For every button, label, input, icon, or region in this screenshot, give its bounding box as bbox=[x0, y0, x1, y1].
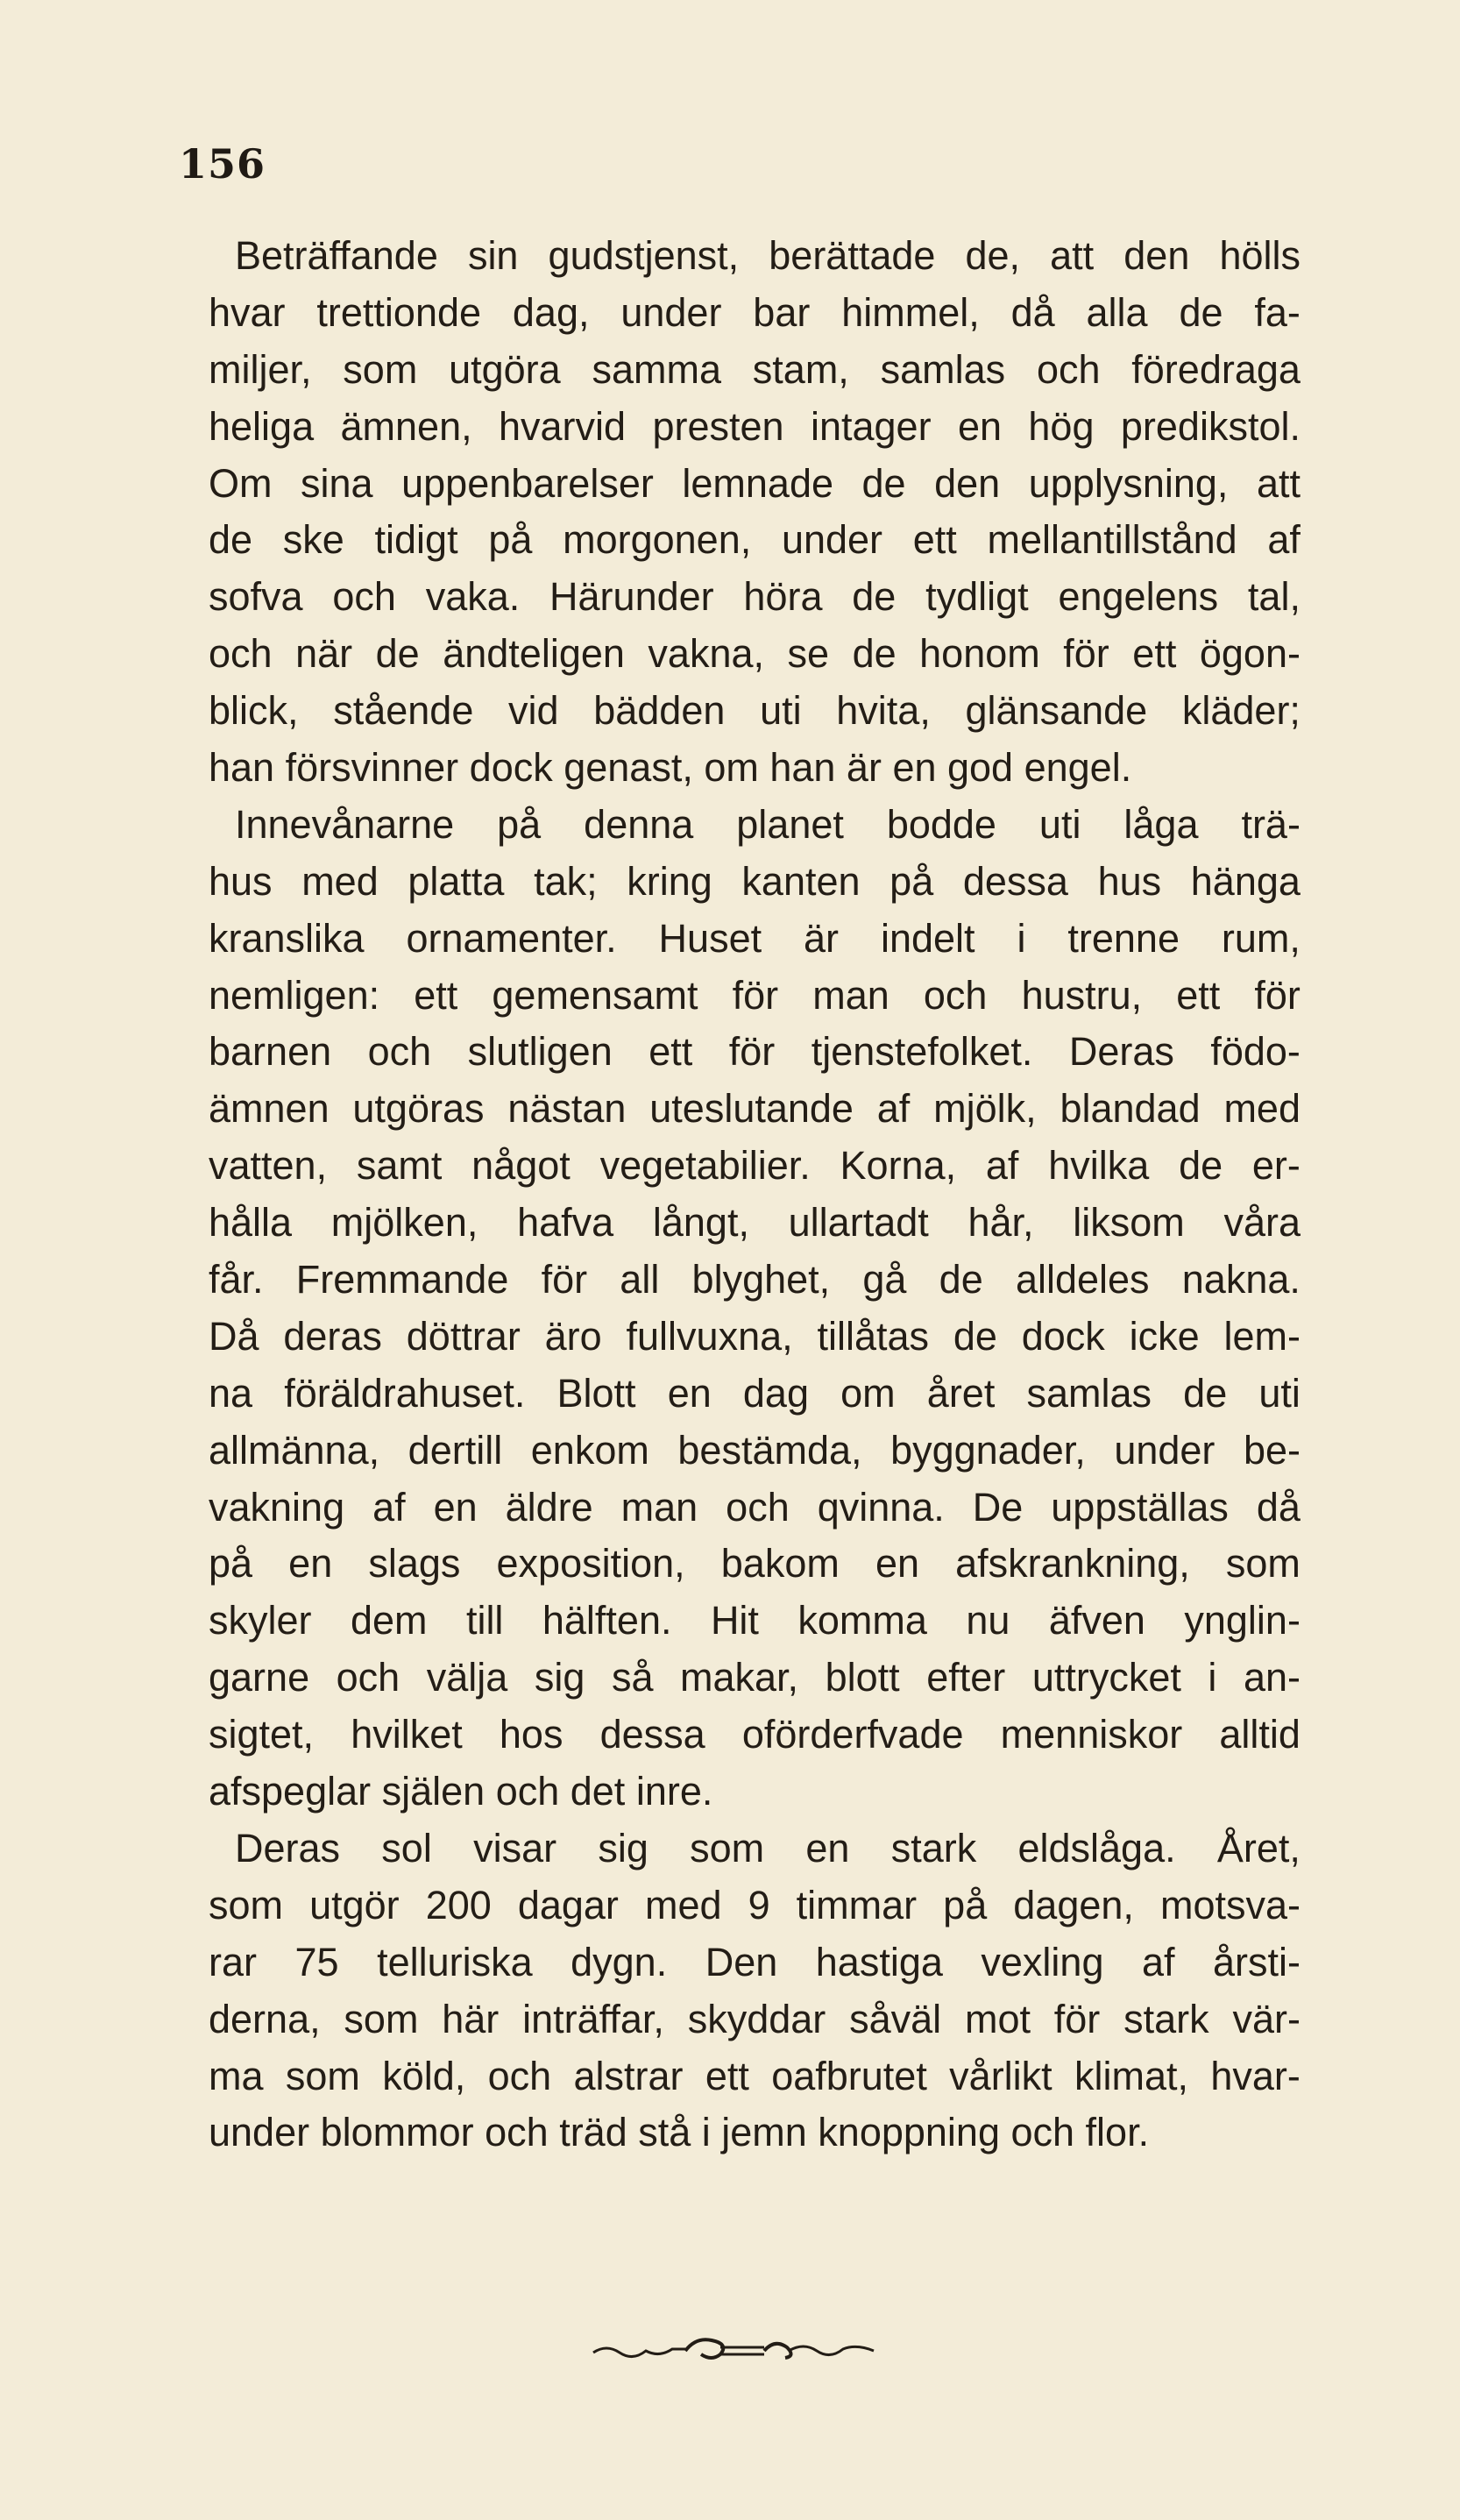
text-line: som utgör 200 dagar med 9 timmar på dagen, motsva- bbox=[209, 1882, 1301, 1927]
text-line: derna, som här inträffar, skyddar såväl mot för stark vär- bbox=[209, 1996, 1301, 2041]
text-line: de ske tidigt på morgonen, under ett mellantillstånd af bbox=[209, 517, 1301, 563]
decorative-ornament-icon bbox=[589, 2332, 878, 2367]
text-line: vakning af en äldre man och qvinna. De uppställas då bbox=[209, 1484, 1301, 1530]
text-line: Då deras döttrar äro fullvuxna, tillåtas de dock icke lem- bbox=[209, 1313, 1301, 1359]
text-line: han försvinner dock genast, om han är en god engel. bbox=[209, 745, 1132, 791]
text-line: garne och välja sig så makar, blott efter uttrycket i an- bbox=[209, 1655, 1301, 1700]
text-line: afspeglar själen och det inre. bbox=[209, 1769, 713, 1814]
text-line: blick, stående vid bädden uti hvita, glänsande kläder; bbox=[209, 688, 1301, 734]
text-line: Om sina uppenbarelser lemnade de den upplysning, att bbox=[209, 460, 1301, 506]
text-line: miljer, som utgöra samma stam, samlas och föredraga bbox=[209, 346, 1301, 392]
text-line: allmänna, dertill enkom bestämda, byggnader, under be- bbox=[209, 1427, 1301, 1473]
text-line: kranslika ornamenter. Huset är indelt i trenne rum, bbox=[209, 915, 1301, 961]
text-line: på en slags exposition, bakom en afskrankning, som bbox=[209, 1541, 1301, 1587]
text-line: sofva och vaka. Härunder höra de tydligt engelens tal, bbox=[209, 574, 1301, 620]
text-line: ma som köld, och alstrar ett oafbrutet vårlikt klimat, hvar- bbox=[209, 2053, 1301, 2098]
text-line: hus med platta tak; kring kanten på dessa hus hänga bbox=[209, 858, 1301, 904]
page-number: 156 bbox=[179, 140, 266, 188]
text-line: får. Fremmande för all blyghet, gå de alldeles nakna. bbox=[209, 1257, 1301, 1303]
text-line: Innevånarne på denna planet bodde uti låga trä- bbox=[235, 801, 1301, 847]
text-line: hålla mjölken, hafva långt, ullartadt hår, liksom våra bbox=[209, 1200, 1301, 1246]
text-line: vatten, samt något vegetabilier. Korna, af hvilka de er- bbox=[209, 1143, 1301, 1189]
text-line: na föräldrahuset. Blott en dag om året samlas de uti bbox=[209, 1370, 1301, 1416]
text-line: sigtet, hvilket hos dessa oförderfvade menniskor alltid bbox=[209, 1712, 1301, 1757]
text-line: ämnen utgöras nästan uteslutande af mjölk, blandad med bbox=[209, 1086, 1301, 1132]
text-line: Deras sol visar sig som en stark eldslåga. Året, bbox=[235, 1825, 1301, 1870]
text-line: nemligen: ett gemensamt för man och hustru, ett för bbox=[209, 972, 1301, 1018]
text-line: rar 75 telluriska dygn. Den hastiga vexling af årsti- bbox=[209, 1939, 1301, 1984]
text-line: barnen och slutligen ett för tjenstefolket. Deras födo- bbox=[209, 1029, 1301, 1075]
text-line: och när de ändteligen vakna, se de honom för ett ögon- bbox=[209, 631, 1301, 677]
text-line: Beträffande sin gudstjenst, berättade de, att den hölls bbox=[235, 233, 1301, 278]
text-line: skyler dem till hälften. Hit komma nu äfven ynglin- bbox=[209, 1598, 1301, 1643]
text-line: under blommor och träd stå i jemn knoppning och flor. bbox=[209, 2110, 1150, 2155]
text-line: heliga ämnen, hvarvid presten intager en hög predikstol. bbox=[209, 403, 1301, 449]
body-text bbox=[209, 228, 1301, 2162]
text-line: hvar trettionde dag, under bar himmel, då alla de fa- bbox=[209, 289, 1301, 335]
